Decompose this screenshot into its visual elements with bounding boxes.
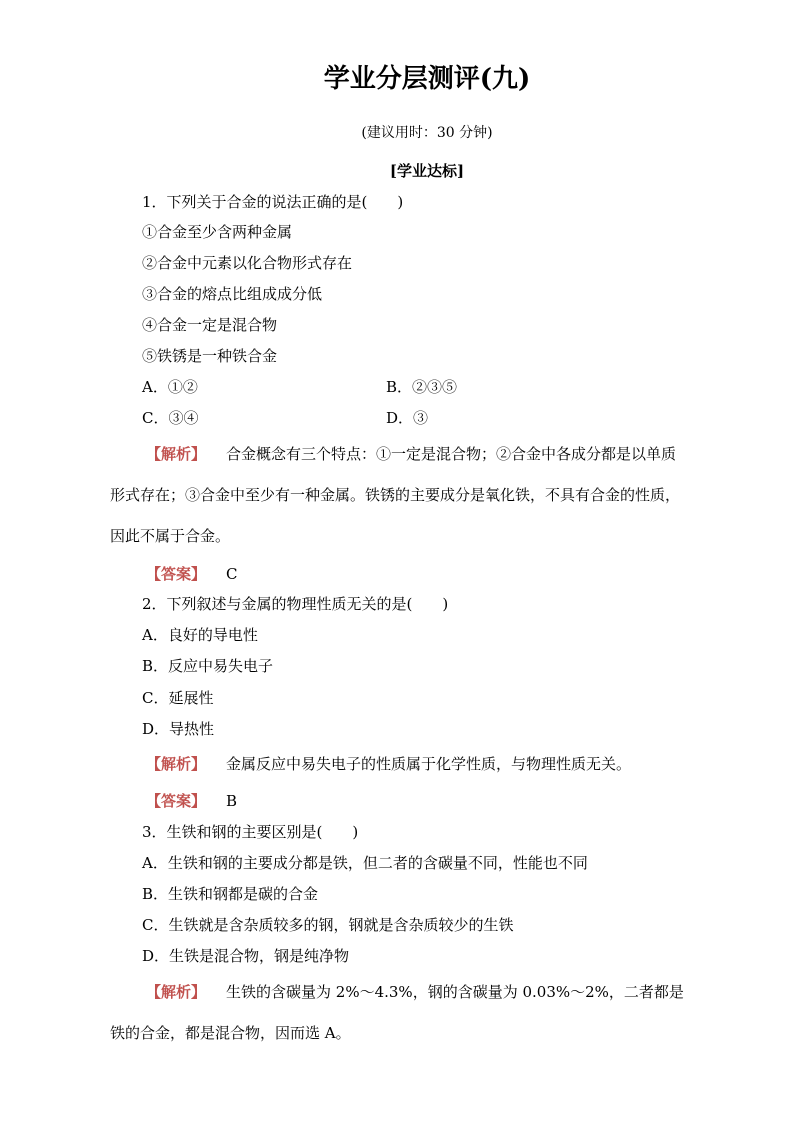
page-subtitle: (建议用时：30 分钟) [361,125,493,141]
section-heading: [学业达标] [389,162,465,180]
analysis-text: 合金概念有三个特点：①一定是混合物；②合金中各成分都是以单质形式存在；③合金中至少有一种金属。铁锈的主要成分是氧化铁，不具有合金的性质，因此不属于合金。 [110,445,681,545]
question-1-stem: 1．下列关于合金的说法正确的是( ) [142,193,404,211]
question-3-option-a: A．生铁和钢的主要成分都是铁，但二者的含碳量不同，性能也不同 [142,854,588,872]
analysis-text: 金属反应中易失电子的性质属于化学性质，与物理性质无关。 [226,755,632,773]
answer-value: C [226,565,238,583]
question-1-option-a: A．①② [142,378,198,396]
answer-tag: 【答案】 [146,792,207,810]
question-2-answer [146,791,237,811]
analysis-text: 生铁的含碳量为 2%～4.3%，钢的含碳量为 0.03%～2%，二者都是铁的合金，都是混合物，因而选 A。 [110,983,684,1042]
answer-value: B [226,792,238,810]
question-2-analysis [146,754,631,774]
question-3-option-c: C．生铁就是含杂质较多的钢，钢就是含杂质较少的生铁 [142,916,514,934]
question-1-option-b: B．②③⑤ [386,378,458,396]
analysis-tag: 【解析】 [146,983,207,1001]
question-1-item-5: ⑤铁锈是一种铁合金 [142,347,278,365]
question-1-item-2: ②合金中元素以化合物形式存在 [142,254,353,272]
question-3-stem: 3．生铁和钢的主要区别是( ) [142,823,359,841]
page-title: 学业分层测评(九) [323,64,531,94]
question-1-item-1: ①合金至少含两种金属 [142,223,293,241]
analysis-tag: 【解析】 [146,755,207,773]
question-2-option-c: C．延展性 [142,689,214,707]
analysis-tag: 【解析】 [146,445,207,463]
question-1-analysis [110,434,690,557]
question-2-option-b: B．反应中易失电子 [142,657,274,675]
question-1-item-4: ④合金一定是混合物 [142,316,278,334]
answer-tag: 【答案】 [146,565,207,583]
question-2-option-d: D．导热性 [142,720,215,738]
question-3-analysis [110,972,690,1054]
question-2-stem: 2．下列叙述与金属的物理性质无关的是( ) [142,595,449,613]
question-1-option-d: D．③ [386,409,429,427]
question-1-item-3: ③合金的熔点比组成成分低 [142,285,323,303]
question-1-option-c: C．③④ [142,409,199,427]
question-3-option-d: D．生铁是混合物，钢是纯净物 [142,947,350,965]
question-2-option-a: A．良好的导电性 [142,626,258,644]
question-3-option-b: B．生铁和钢都是碳的合金 [142,885,319,903]
question-1-answer [146,564,238,584]
